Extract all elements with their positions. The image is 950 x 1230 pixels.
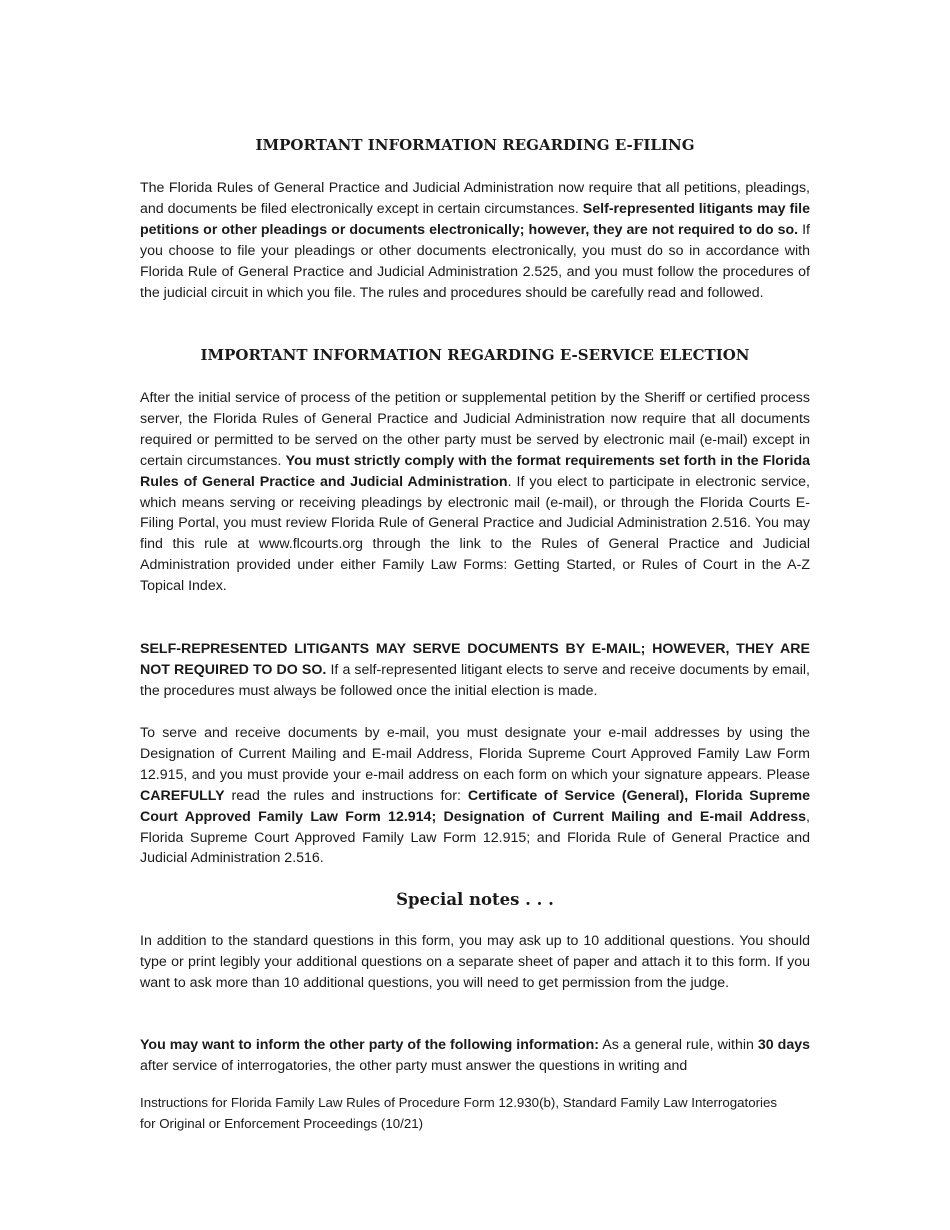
eservice-p3-text-3: , Florida Supreme Court Approved Family Law Form 12.915; and Florida Rule of General Practice and Judicial Administration 2.516. bbox=[140, 808, 810, 867]
eservice-p2-bold-1: SELF-REPRESENTED LITIGANTS MAY SERVE DOCUMENTS BY E-MAIL; HOWEVER, THEY ARE NOT REQUIRED TO DO SO. bbox=[140, 641, 810, 678]
efiling-text-1: The Florida Rules of General Practice and Judicial Administration now require that all petitions, pleadings, and documents be filed electronically except in certain circumstances. bbox=[140, 180, 810, 217]
page-footer bbox=[140, 1093, 820, 1134]
special-p2-text-2: after service of interrogatories, the other party must answer the questions in writing and bbox=[140, 1057, 688, 1074]
special-p2-bold-2: 30 days bbox=[757, 1037, 811, 1053]
efiling-bold-1: Self-represented litigants may file petitions or other pleadings or documents electronically; however, they are not required to do so. bbox=[140, 200, 810, 238]
special-p2-text-1: As a general rule, within bbox=[599, 1037, 758, 1053]
eservice-p3-bold-2: Certificate of Service (General), Florida Supreme Court Approved Family Law Form 12.914; Designation of Current Mailing and E-mail Address bbox=[140, 787, 810, 825]
eservice-p1-bold-1: You must strictly comply with the format requirements set forth in the Florida Rules of General Practice and Judicial Administration bbox=[140, 452, 810, 490]
efiling-paragraph bbox=[140, 178, 810, 303]
eservice-paragraph-2 bbox=[140, 639, 810, 702]
efiling-heading: IMPORTANT INFORMATION REGARDING E-FILING bbox=[255, 136, 695, 154]
footer-line-2: for Original or Enforcement Proceedings (10/21) bbox=[140, 1115, 424, 1131]
eservice-paragraph-3 bbox=[140, 723, 810, 869]
eservice-p3-text-1: To serve and receive documents by e-mail, you must designate your e-mail addresses by using the Designation of Current Mailing and E-mail Address, Florida Supreme Court Approved Family Law Form 12.915, and you must provide your e-mail address on each form on which your signature appears. Please bbox=[140, 725, 810, 783]
special-p2-bold-1: You may want to inform the other party of the following information: bbox=[140, 1037, 600, 1053]
eservice-p3-text-2: read the rules and instructions for: bbox=[224, 787, 468, 804]
footer-line-1: Instructions for Florida Family Law Rules of Procedure Form 12.930(b), Standard Family Law Interrogatories bbox=[140, 1095, 778, 1110]
eservice-p2-text-1: If a self-represented litigant elects to serve and receive documents by email, the procedures must always be followed once the initial election is made. bbox=[140, 661, 810, 699]
efiling-text-2: If you choose to file your pleadings or other documents electronically, you must do so in accordance with Florida Rule of General Practice and Judicial Administration 2.525, and you must follow the procedures of the judicial circuit in which you file. The rules and procedures should be carefully read and followed. bbox=[140, 221, 811, 301]
eservice-p1-text-1: After the initial service of process of the petition or supplemental petition by the Sheriff or certified process server, the Florida Rules of General Practice and Judicial Administration now require that all documents required or permitted to be served on the other party must be served by electronic mail (e-mail) except in certain circumstances. bbox=[140, 390, 810, 469]
special-notes-paragraph-2 bbox=[140, 1035, 810, 1077]
eservice-paragraph-1 bbox=[140, 388, 810, 597]
special-notes-heading: Special notes . . . bbox=[396, 890, 554, 909]
eservice-p3-bold-1: CAREFULLY bbox=[140, 787, 225, 804]
special-notes-paragraph-1: In addition to the standard questions in this form, you may ask up to 10 additional questions. You should type or print legibly your additional questions on a separate sheet of paper and attach it to this form. If you want to ask more than 10 additional questions, you will need to get permission from the judge. bbox=[140, 933, 810, 991]
eservice-p1-text-2: . If you elect to participate in electronic service, which means serving or receiving pleadings by electronic mail (e-mail), or through the Florida Courts E-Filing Portal, you must review Florida Rule of General Practice and Judicial Administration 2.516. You may find this rule at www.flcourts.org through the link to the Rules of General Practice and Judicial Administration provided under either Family Law Forms: Getting Started, or Rules of Court in the A-Z Topical Index. bbox=[140, 473, 810, 595]
eservice-heading: IMPORTANT INFORMATION REGARDING E-SERVICE ELECTION bbox=[200, 346, 750, 364]
